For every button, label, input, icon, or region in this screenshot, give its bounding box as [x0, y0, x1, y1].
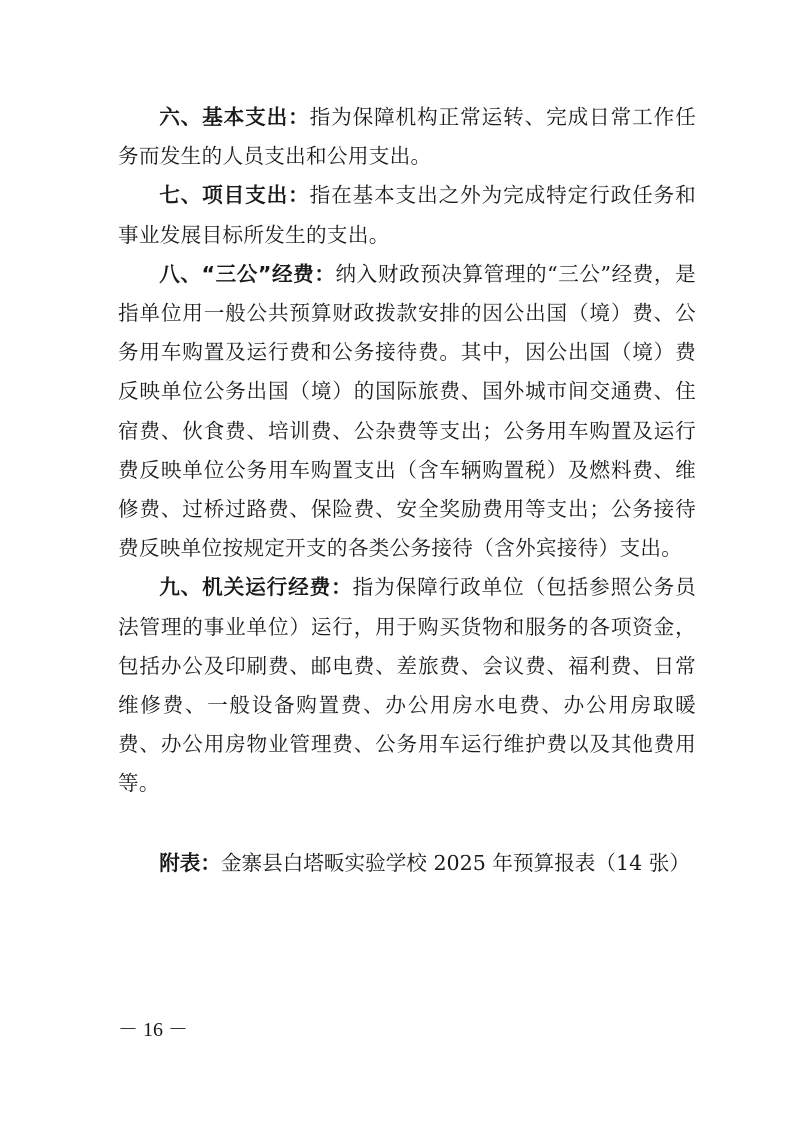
section-heading: 九、机关运行经费： — [159, 575, 353, 600]
section-text: 指为保障行政单位（包括参照公务员法管理的事业单位）运行，用于购买货物和服务的各项资金，包括办公及印刷费、邮电费、差旅费、会议费、福利费、日常维修费、一般设备购置费、办公用房水电费、办公用房取暖费、办公用房物业管理费、公务用车运行维护费以及其他费用等。 — [118, 575, 696, 796]
section-three-public-expenses — [118, 255, 696, 569]
attachment-text: 金寨县白塔畈实验学校 2025 年预算报表（14 张） — [220, 851, 690, 875]
section-heading: 六、基本支出： — [159, 105, 310, 129]
attachment-line — [118, 844, 696, 883]
section-heading: 七、项目支出： — [159, 183, 310, 208]
section-project-expenditure — [118, 176, 696, 254]
section-text: 指为保障机构正常运转、完成日常工作任务而发生的人员支出和公用支出。 — [118, 105, 696, 169]
section-text: 纳入财政预决算管理的“三公”经费，是指单位用一般公共预算财政拨款安排的因公出国（境）费、公务用车购置及运行费和公务接待费。其中，因公出国（境）费反映单位公务出国（境）的国际旅费、国外城市间交通费、住宿费、伙食费、培训费、公杂费等支出；公务用车购置及运行费反映单位公务用车购置支出（含车辆购置税）及燃料费、维修费、过桥过路费、保险费、安全奖励费用等支出；公务接待费反映单位按规定开支的各类公务接待（含外宾接待）支出。 — [118, 261, 696, 561]
attachment-label: 附表： — [159, 851, 221, 875]
section-heading: 八、“三公”经费： — [159, 261, 336, 286]
document-body — [118, 98, 696, 804]
section-basic-expenditure — [118, 98, 696, 176]
section-agency-operating-expenses — [118, 568, 696, 803]
page-number: － 16 － — [118, 1019, 188, 1041]
section-text: 指在基本支出之外为完成特定行政任务和事业发展目标所发生的支出。 — [118, 183, 696, 247]
